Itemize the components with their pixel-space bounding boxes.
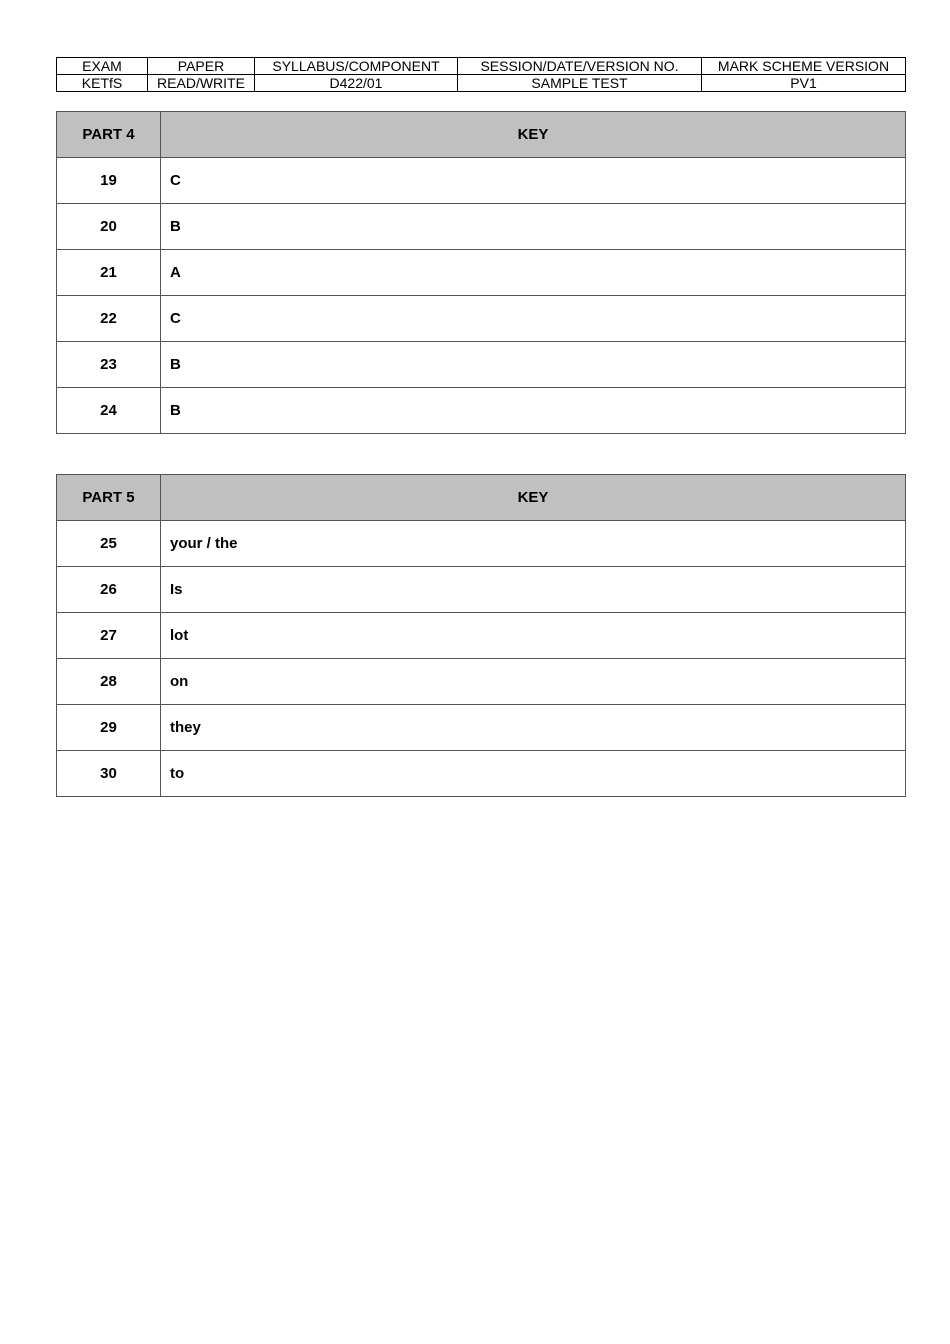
- table-row: [57, 521, 906, 567]
- syllabus-column-header: SYLLABUS/COMPONENT: [255, 58, 458, 75]
- answer-key: B: [161, 204, 906, 250]
- question-number: 29: [57, 705, 161, 751]
- answer-key: Is: [161, 567, 906, 613]
- table-row: [57, 158, 906, 204]
- part-label: PART 4: [57, 112, 161, 158]
- table-row: [57, 705, 906, 751]
- part-5-key-table: [56, 474, 906, 797]
- answer-key: to: [161, 751, 906, 797]
- table-row: [57, 250, 906, 296]
- answer-key: C: [161, 158, 906, 204]
- exam-info-header-row: [57, 58, 906, 75]
- question-number: 28: [57, 659, 161, 705]
- table-row: [57, 296, 906, 342]
- mark-scheme-column-header: MARK SCHEME VERSION: [702, 58, 906, 75]
- part-4-header-row: [57, 112, 906, 158]
- table-row: [57, 567, 906, 613]
- answer-key: C: [161, 296, 906, 342]
- mark-scheme-value: PV1: [702, 75, 906, 92]
- answer-key: A: [161, 250, 906, 296]
- answer-key: B: [161, 342, 906, 388]
- answer-key: on: [161, 659, 906, 705]
- table-row: [57, 751, 906, 797]
- table-row: [57, 204, 906, 250]
- question-number: 30: [57, 751, 161, 797]
- exam-info-value-row: [57, 75, 906, 92]
- question-number: 27: [57, 613, 161, 659]
- exam-value: KETfS: [57, 75, 148, 92]
- part-4-key-table: [56, 111, 906, 434]
- question-number: 22: [57, 296, 161, 342]
- exam-column-header: EXAM: [57, 58, 148, 75]
- exam-info-table: [56, 57, 906, 92]
- table-row: [57, 613, 906, 659]
- answer-key: lot: [161, 613, 906, 659]
- answer-key: they: [161, 705, 906, 751]
- paper-column-header: PAPER: [148, 58, 255, 75]
- session-value: SAMPLE TEST: [458, 75, 702, 92]
- question-number: 25: [57, 521, 161, 567]
- question-number: 26: [57, 567, 161, 613]
- question-number: 21: [57, 250, 161, 296]
- table-row: [57, 342, 906, 388]
- part-label: PART 5: [57, 475, 161, 521]
- question-number: 23: [57, 342, 161, 388]
- answer-key: your / the: [161, 521, 906, 567]
- answer-key: B: [161, 388, 906, 434]
- question-number: 24: [57, 388, 161, 434]
- question-number: 19: [57, 158, 161, 204]
- table-row: [57, 388, 906, 434]
- session-column-header: SESSION/DATE/VERSION NO.: [458, 58, 702, 75]
- part-5-header-row: [57, 475, 906, 521]
- question-number: 20: [57, 204, 161, 250]
- paper-value: READ/WRITE: [148, 75, 255, 92]
- key-label: KEY: [161, 112, 906, 158]
- key-label: KEY: [161, 475, 906, 521]
- syllabus-value: D422/01: [255, 75, 458, 92]
- table-row: [57, 659, 906, 705]
